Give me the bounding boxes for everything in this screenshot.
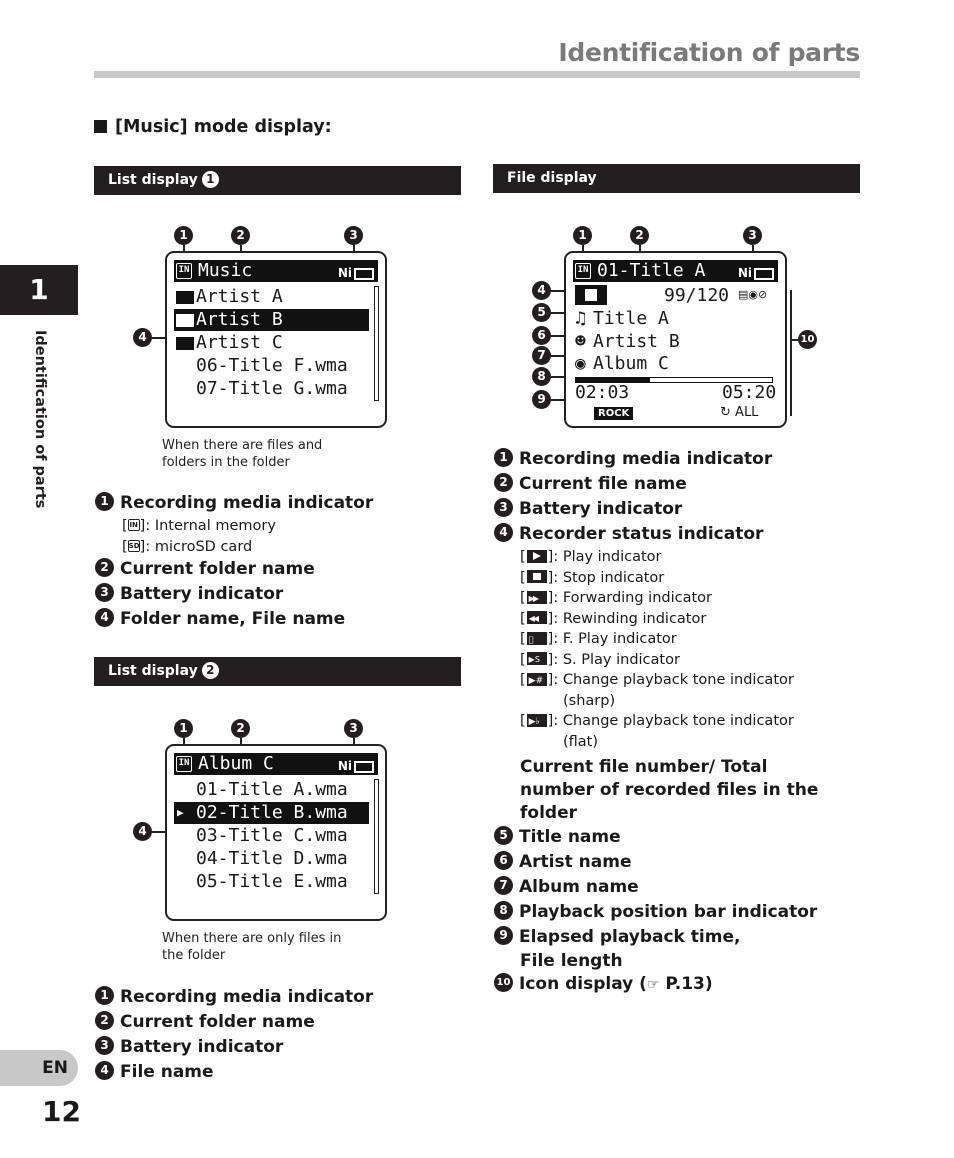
lcd-row-selected — [174, 802, 369, 824]
legend-list-2 — [95, 985, 455, 1085]
status-item: [▶# ]: Change playback tone indicator — [520, 670, 854, 691]
legend-label: Playback position bar indicator — [519, 902, 818, 922]
lcd-screen-list-2 — [165, 744, 387, 921]
legend-item — [95, 491, 455, 516]
callout-5: 5 — [532, 303, 551, 322]
legend-label: Recording media indicator — [120, 493, 374, 513]
scrollbar — [374, 286, 379, 401]
media-internal-text: : Internal memory — [145, 518, 276, 534]
status-text: : Forwarding indicator — [553, 590, 713, 606]
lcd-row-text: 02-Title B.wma — [196, 802, 348, 823]
list-display-2-bar — [94, 657, 461, 686]
legend-label: Battery indicator — [519, 499, 683, 519]
callout-1: 1 — [174, 226, 193, 245]
rewind-icon — [527, 611, 547, 624]
internal-memory-icon: IN — [176, 263, 192, 279]
callout-4: 4 — [133, 822, 152, 841]
bar-label: List display — [108, 172, 198, 188]
lcd-row-selected — [174, 309, 369, 331]
internal-memory-icon: IN — [129, 521, 138, 529]
album-icon: ◉ — [575, 353, 586, 374]
lcd-screen-file — [564, 251, 787, 428]
media-internal-line: [ IN ]: Internal memory — [122, 518, 276, 534]
callout-8: 8 — [532, 367, 551, 386]
legend-item — [494, 522, 854, 547]
repeat-icon: ↻ — [720, 405, 731, 420]
lcd-row — [174, 378, 369, 400]
callout-2: 2 — [630, 226, 649, 245]
callout-3: 3 — [344, 719, 363, 738]
callout-bracket — [790, 290, 792, 416]
status-text: : Change playback tone indicator — [553, 713, 794, 729]
legend-file — [494, 447, 854, 998]
lcd-artist-text: Artist B — [593, 331, 680, 352]
callout-1: 1 — [573, 226, 592, 245]
lcd-row-text: Artist A — [196, 286, 283, 307]
status-text: : Change playback tone indicator — [553, 672, 794, 688]
status-item: [▶S ]: S. Play indicator — [520, 650, 854, 671]
callout-9: 9 — [532, 390, 551, 409]
callout-6: 6 — [532, 326, 551, 345]
legend-item — [494, 972, 854, 998]
battery-type: Ni — [337, 759, 352, 773]
stop-icon — [527, 570, 547, 583]
lcd-row — [174, 355, 369, 377]
pointing-hand-icon: ☞ — [646, 977, 660, 993]
status-text: : S. Play indicator — [553, 651, 680, 668]
lcd-folder-name: Album C — [198, 753, 274, 774]
number-badge: 1 — [95, 986, 114, 1005]
bar-label: File display — [507, 170, 597, 186]
language-tab: EN — [0, 1050, 78, 1086]
status-item: [◀◀ ]: Rewinding indicator — [520, 609, 854, 630]
lcd-elapsed: 02:03 — [575, 382, 630, 403]
lcd-row — [174, 848, 369, 870]
legend-item — [494, 900, 854, 925]
number-badge: 2 — [494, 473, 513, 492]
legend-label: Current file name — [519, 474, 687, 494]
callout-1: 1 — [174, 719, 193, 738]
legend-label: Current folder name — [120, 1012, 315, 1032]
legend-item — [95, 1035, 455, 1060]
lcd-eq-badge: ROCK — [594, 407, 633, 420]
page-ref-link[interactable]: P.13) — [665, 974, 713, 994]
number-badge: 6 — [494, 851, 513, 870]
number-badge: 2 — [95, 558, 114, 577]
lcd-row — [174, 779, 369, 801]
lcd-row-text: 01-Title A.wma — [196, 779, 348, 800]
battery-type: Ni — [337, 266, 352, 280]
lcd-row — [174, 825, 369, 847]
callout-3: 3 — [344, 226, 363, 245]
legend-label: Battery indicator — [120, 584, 284, 604]
number-badge: 1 — [95, 492, 114, 511]
battery-type: Ni — [737, 266, 752, 280]
status-item: [ ]: Play indicator — [520, 549, 662, 565]
lcd-row — [174, 332, 369, 354]
status-text: : F. Play indicator — [553, 631, 677, 647]
lcd-title-bar — [174, 753, 378, 775]
battery-icon — [738, 262, 774, 284]
lcd-artist-row — [575, 331, 680, 353]
legend-item — [95, 557, 455, 582]
callout-2: 2 — [231, 719, 250, 738]
lcd-repeat-text: ALL — [735, 405, 759, 420]
battery-icon — [338, 262, 374, 284]
status-item: [𥭯 ]: F. Play indicator — [520, 629, 854, 650]
lcd-repeat — [720, 405, 758, 421]
legend-item — [95, 1010, 455, 1035]
number-badge: 8 — [494, 901, 513, 920]
lcd-title-bar — [174, 260, 378, 282]
legend-item-cont: File length — [520, 951, 623, 971]
lcd-album-text: Album C — [593, 353, 669, 374]
scrollbar — [374, 779, 379, 894]
legend-item — [494, 447, 854, 472]
chapter-side-label: Identification of parts — [32, 330, 48, 509]
play-cursor-icon: ▶ — [177, 806, 184, 819]
legend-item — [95, 985, 455, 1010]
lcd-row-text: 03-Title C.wma — [196, 825, 348, 846]
lcd-row-text: 05-Title E.wma — [196, 871, 348, 892]
lcd-row-text: Artist B — [196, 309, 283, 330]
square-bullet-icon — [94, 120, 107, 133]
status-text: : Stop indicator — [553, 569, 665, 586]
note-icon: ♫ — [575, 308, 586, 329]
status-item: [▶♭ ]: Change playback tone indicator — [520, 711, 854, 732]
status-item: [▶▶ ]: Forwarding indicator — [520, 588, 854, 609]
callout-7: 7 — [532, 346, 551, 365]
legend-item — [95, 1060, 455, 1085]
microsd-icon: SD — [128, 541, 140, 550]
callout-2: 2 — [231, 226, 250, 245]
media-sd-line: [SD]: microSD card — [122, 538, 253, 555]
lcd-row — [174, 871, 369, 893]
lcd-album-row — [575, 353, 669, 375]
callout-4: 4 — [532, 281, 551, 300]
number-badge: 10 — [494, 973, 513, 992]
internal-memory-icon: IN — [575, 263, 591, 279]
lcd-status-icons: ▤◉⊘ — [738, 288, 768, 301]
number-badge: 4 — [95, 608, 114, 627]
bar-number-badge: 1 — [202, 171, 219, 188]
legend-item — [494, 825, 854, 850]
number-badge: 7 — [494, 876, 513, 895]
counter-note: Current file number/ Total number of recorded files in the folder — [520, 757, 819, 823]
status-item-cont: (sharp) — [563, 692, 616, 709]
folder-icon — [176, 337, 194, 350]
artist-icon: ☻ — [575, 331, 586, 352]
number-badge: 3 — [494, 498, 513, 517]
legend-item — [95, 607, 455, 632]
legend-label: Recorder status indicator — [519, 524, 764, 544]
section-heading — [94, 117, 332, 137]
lcd-row-text: 07-Title G.wma — [196, 378, 348, 399]
lcd-length: 05:20 — [722, 382, 777, 403]
tone-flat-icon — [527, 714, 547, 727]
legend-label: Recording media indicator — [120, 987, 374, 1007]
callout-line — [790, 339, 798, 341]
number-badge: 5 — [494, 826, 513, 845]
battery-icon — [338, 755, 374, 777]
media-sd-text: : microSD card — [145, 538, 253, 555]
lcd-title-bar — [573, 260, 778, 282]
lcd-file-counter: 99/120 — [664, 285, 730, 306]
lcd-title-row — [575, 308, 669, 330]
folder-icon — [176, 291, 194, 304]
lcd-file-name: 01-Title A — [597, 260, 706, 281]
stop-status-icon — [575, 285, 607, 305]
file-display-bar — [493, 164, 860, 193]
title-rule — [94, 71, 860, 78]
lcd-folder-name: Music — [198, 260, 253, 281]
legend-label: File name — [120, 1062, 214, 1082]
status-text: : Play indicator — [553, 549, 662, 565]
legend-label: Album name — [519, 877, 639, 897]
lcd-row-text: 04-Title D.wma — [196, 848, 348, 869]
legend-label: Folder name, File name — [120, 609, 346, 629]
legend-label: Icon display ( — [519, 974, 647, 994]
number-badge: 2 — [95, 1011, 114, 1030]
play-icon — [527, 550, 547, 563]
legend-item — [494, 472, 854, 497]
legend-label: Battery indicator — [120, 1037, 284, 1057]
number-badge: 1 — [494, 448, 513, 467]
status-text: : Rewinding indicator — [553, 610, 707, 627]
legend-item — [494, 850, 854, 875]
legend-label: Elapsed playback time, — [519, 927, 741, 947]
number-badge: 3 — [95, 1036, 114, 1055]
bar-number-badge: 2 — [202, 662, 219, 679]
lcd-row-text: Artist C — [196, 332, 283, 353]
slow-play-icon — [527, 652, 547, 665]
section-heading-text: [Music] mode display: — [115, 117, 332, 137]
internal-memory-icon: IN — [176, 756, 192, 772]
status-item: [ ]: Stop indicator — [520, 569, 665, 586]
legend-item — [494, 925, 854, 950]
lcd-screen-list-1 — [165, 251, 387, 428]
chapter-tab: 1 — [0, 265, 78, 315]
status-list — [494, 547, 854, 752]
number-badge: 3 — [95, 583, 114, 602]
legend-item — [494, 497, 854, 522]
folder-icon — [176, 314, 194, 327]
number-badge: 9 — [494, 926, 513, 945]
lcd-row-text: 06-Title F.wma — [196, 355, 348, 376]
fast-play-icon — [527, 632, 547, 645]
legend-label: Artist name — [519, 852, 632, 872]
legend-item — [494, 875, 854, 900]
tone-sharp-icon — [527, 673, 547, 686]
page-number: 12 — [42, 1095, 81, 1128]
legend-item — [95, 582, 455, 607]
page-title: Identification of parts — [558, 38, 860, 67]
caption-list-2: When there are only files in the folder — [162, 931, 342, 963]
legend-label: Current folder name — [120, 559, 315, 579]
lcd-title-text: Title A — [593, 308, 669, 329]
legend-label: Recording media indicator — [519, 449, 773, 469]
bar-label: List display — [108, 663, 198, 679]
callout-10: 10 — [798, 330, 817, 349]
callout-3: 3 — [743, 226, 762, 245]
number-badge: 4 — [494, 523, 513, 542]
legend-label: Title name — [519, 827, 621, 847]
lcd-row — [174, 286, 369, 308]
number-badge: 4 — [95, 1061, 114, 1080]
forward-icon — [527, 591, 547, 604]
list-display-1-bar — [94, 166, 461, 195]
caption-list-1: When there are files and folders in the folder — [162, 438, 323, 470]
legend-list-1 — [95, 491, 455, 632]
status-item-cont: (flat) — [563, 733, 599, 750]
callout-4: 4 — [133, 328, 152, 347]
